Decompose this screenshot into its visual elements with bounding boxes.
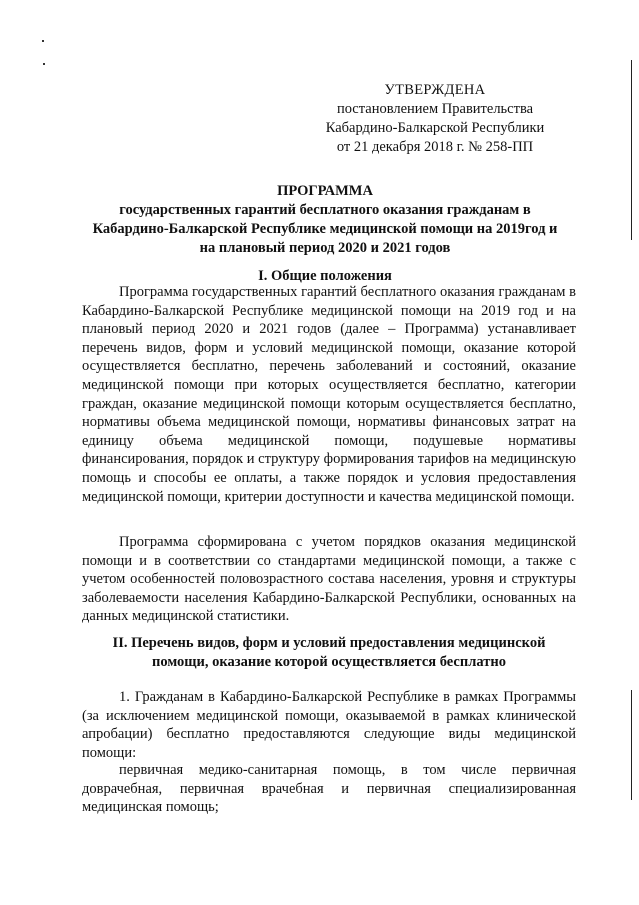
scan-edge-line [631,60,632,240]
approval-line: постановлением Правительства [336,101,534,117]
approval-stamp [300,81,570,157]
paragraph: 1. Гражданам в Кабардино-Балкарской Республике в рамках Программы (за исключением медицинской помощи, оказываемой в рамках клинической апробации) бесплатно предоставляются следующие виды медицинской помощи: [82,689,576,761]
section-heading [82,634,576,672]
section-heading: I. Общие положения [258,268,392,284]
title-line: ПРОГРАММА [277,183,373,199]
approval-line: Кабардино-Балкарской Республики [325,120,545,136]
title-line: на плановый период 2020 и 2021 годов [199,240,451,256]
approval-date: от 21 декабря 2018 г. № 258-ПП [336,139,534,155]
scan-speck [42,40,44,42]
title-line: Кабардино-Балкарской Республике медицинской помощи на 2019год и [92,221,558,237]
heading-line: помощи, оказание которой осуществляется бесплатно [152,654,506,670]
scan-edge-line [631,690,632,800]
scan-speck [43,63,45,65]
paragraph: первичная медико-санитарная помощь, в том числе первичная доврачебная, первичная врачебная и первичная специализированная медицинская помощь; [82,762,576,816]
approval-title: УТВЕРЖДЕНА [384,82,486,98]
program-title [60,182,590,258]
title-line: государственных гарантий бесплатного оказания гражданам в [119,202,531,218]
heading-line: II. Перечень видов, форм и условий предоставления медицинской [112,635,546,651]
paragraph: Программа государственных гарантий бесплатного оказания гражданам в Кабардино-Балкарской Республике медицинской помощи на 2019 год и на плановый период 2020 и 2021 годов (далее – Программа) устанавливает перечень видов, форм и условий медицинской помощи, оказание которой осуществляется бесплатно, перечень заболеваний и состояний, оказание медицинской помощи при которых осуществляется бесплатно, категории граждан, оказание медицинской помощи которым осуществляется бесплатно, нормативы объема медицинской помощи, нормативы финансовых затрат на единицу объема медицинской помощи, подушевые нормативы финансирования, порядок и структуру формирования тарифов на медицинскую помощь и способы ее оплаты, а также порядок и условия предоставления медицинской помощи, критерии доступности и качества медицинской помощи. [82,284,576,505]
paragraph: Программа сформирована с учетом порядков оказания медицинской помощи и в соответствии со стандартами медицинской помощи, а также с учетом особенностей половозрастного состава населения, уровня и структуры заболеваемости населения Кабардино-Балкарской Республики, основанных на данных медицинской статистики. [82,534,576,625]
